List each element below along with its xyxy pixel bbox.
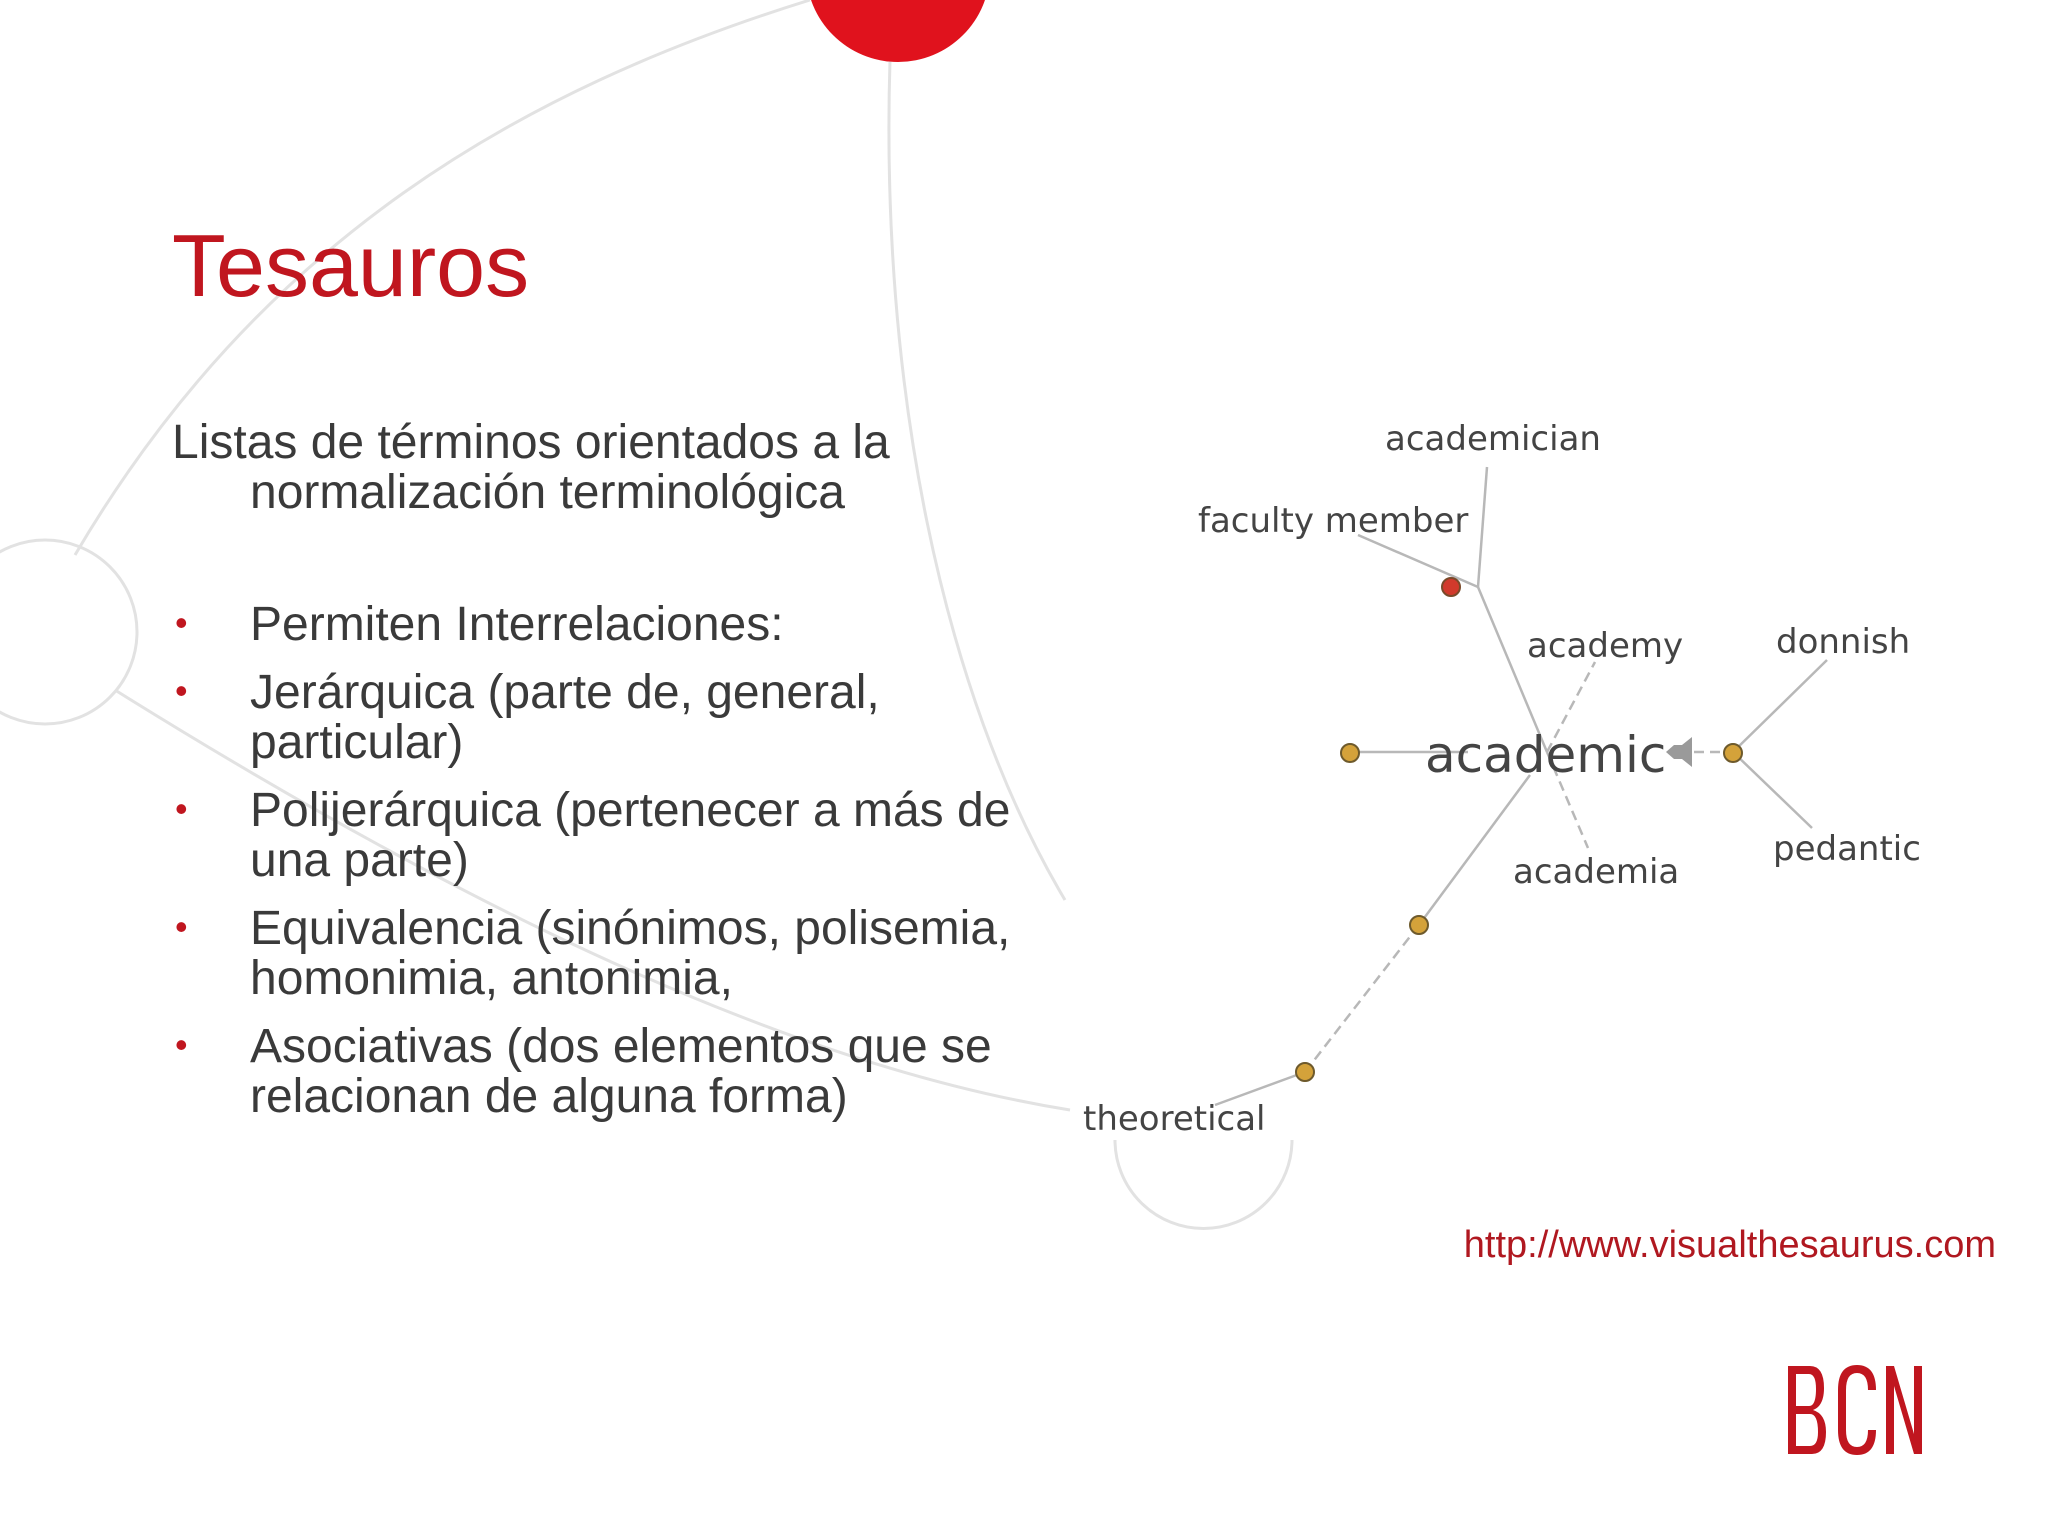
bullet-text: Permiten Interrelaciones: [250,598,784,651]
bcn-logo [1780,1360,1930,1460]
graph-edge-dashed [1305,925,1419,1072]
graph-node [1410,916,1428,934]
bullet-item [172,1022,1052,1122]
graph-word-faculty-member: faculty member [1198,501,1469,541]
deco-red-circle [806,0,990,62]
graph-node [1724,744,1742,762]
visual-thesaurus-graph [1060,395,1980,1195]
graph-word-academy: academy [1527,626,1684,666]
bullet-text: Jerárquica (parte de, general, particular) [250,666,880,769]
bullet-item [172,668,1052,768]
graph-edge [1733,752,1812,828]
graph-edge [1358,535,1478,587]
graph-word-center: academic [1425,726,1667,784]
graph-node [1296,1063,1314,1081]
bullet-text: Polijerárquica (pertenecer a más de una parte) [250,784,1011,887]
source-link[interactable]: http://www.visualthesaurus.com [1463,1224,1996,1266]
graph-word-donnish: donnish [1776,622,1911,662]
bullet-item [172,904,1052,1004]
bullet-marker: • [175,602,188,643]
graph-node [1341,744,1359,762]
graph-word-academician: academician [1385,419,1601,459]
bullet-list [172,600,1052,1140]
graph-word-theoretical: theoretical [1083,1099,1266,1139]
deco-ring-left [0,540,137,724]
slide-title: Tesauros [172,216,530,315]
lead-paragraph: Listas de términos orientados a la normalización terminológica [172,416,890,519]
bullet-item [172,600,1052,650]
graph-word-academia: academia [1513,852,1680,892]
speaker-icon [1666,737,1692,767]
graph-edge [1419,775,1530,925]
bullet-marker: • [175,1024,188,1065]
graph-edge [1733,660,1827,752]
bullet-text: Equivalencia (sinónimos, polisemia, homonimia, antonimia, [250,902,1011,1005]
bullet-item [172,786,1052,886]
graph-word-pedantic: pedantic [1773,829,1921,869]
bullet-marker: • [175,788,188,829]
graph-node-red [1442,578,1460,596]
bullet-marker: • [175,670,188,711]
graph-edge [1478,467,1487,587]
bullet-text: Asociativas (dos elementos que se relacionan de alguna forma) [250,1020,992,1123]
bullet-marker: • [175,906,188,947]
